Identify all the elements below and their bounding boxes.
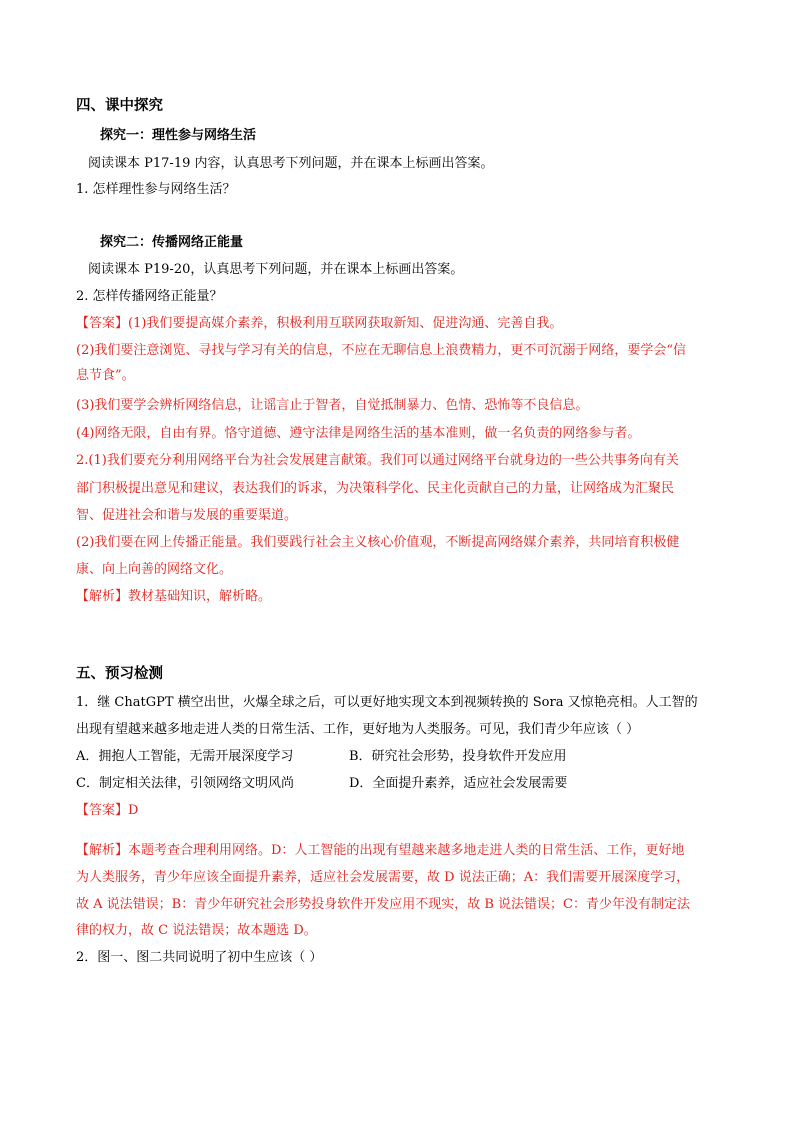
- section-heading-5: 五、预习检测: [76, 665, 163, 682]
- q1-option-c: C．制定相关法律，引领网络文明风尚: [76, 776, 294, 791]
- answer-line: (2)我们要在网上传播正能量。我们要践行社会主义核心价值观，不断提高网络媒介素养，共同培育积极健: [76, 535, 680, 550]
- q1-stem-line: 1．继 ChatGPT 横空出世，火爆全球之后，可以更好地实现文本到视频转换的 Sora 又惊艳亮相。人工智的: [76, 695, 698, 710]
- explore1-title: 探究一：理性参与网络生活: [100, 128, 257, 143]
- q1-analysis-line: 律的权力，故 C 说法错误；故本题选 D。: [76, 923, 317, 938]
- answer-line: 智、促进社会和谐与发展的重要渠道。: [76, 508, 298, 523]
- q1-analysis-line: 【解析】本题考查合理利用网络。D：人工智能的出现有望越来越多地走进人类的日常生活、工作，更好地: [76, 843, 685, 858]
- answer-line: 康、向上向善的网络文化。: [76, 562, 233, 577]
- section-heading-4: 四、课中探究: [76, 97, 163, 114]
- explore1-question: 1. 怎样理性参与网络生活？: [76, 182, 236, 197]
- answer-line: (3)我们要学会辨析网络信息，让谣言止于智者，自觉抵制暴力、色情、恐怖等不良信息。: [76, 398, 589, 413]
- q1-stem-line: 出现有望越来越多地走进人类的日常生活、工作，更好地为人类服务。可见，我们青少年应该（ ）: [76, 722, 640, 737]
- explore2-instruction: 阅读课本 P19-20，认真思考下列问题，并在课本上标画出答案。: [88, 262, 464, 277]
- explore2-question: 2. 怎样传播网络正能量？: [76, 289, 223, 304]
- answer-line: 部门积极提出意见和建议，表达我们的诉求，为决策科学化、民主化贡献自己的力量，让网络成为汇聚民: [76, 481, 675, 496]
- q2-stem: 2．图一、图二共同说明了初中生应该（ ）: [76, 950, 323, 965]
- answer-line: 息节食”。: [76, 368, 135, 383]
- answer-line: 2.(1)我们要充分利用网络平台为社会发展建言献策。我们可以通过网络平台就身边的一些公共事务向有关: [76, 453, 679, 468]
- explore1-instruction: 阅读课本 P17-19 内容，认真思考下列问题，并在课本上标画出答案。: [88, 156, 494, 171]
- q1-answer: 【答案】D: [76, 803, 139, 818]
- analysis-line: 【解析】教材基础知识，解析略。: [76, 589, 272, 604]
- answer-line: (2)我们要注意浏览、寻找与学习有关的信息，不应在无聊信息上浪费精力，更不可沉溺于网络，要学会“信: [76, 343, 687, 358]
- explore2-title: 探究二：传播网络正能量: [100, 235, 244, 250]
- q1-option-b: B．研究社会形势，投身软件开发应用: [349, 749, 567, 764]
- q1-option-d: D．全面提升素养，适应社会发展需要: [349, 776, 568, 791]
- answer-line: (4)网络无限，自由有界。恪守道德、遵守法律是网络生活的基本准则，做一名负责的网络参与者。: [76, 426, 641, 441]
- q1-analysis-line: 为人类服务，青少年应该全面提升素养，适应社会发展需要，故 D 说法正确；A：我们需要开展深度学习，: [76, 870, 690, 885]
- q1-option-a: A．拥抱人工智能，无需开展深度学习: [76, 749, 294, 764]
- q1-analysis-line: 故 A 说法错误；B：青少年研究社会形势投身软件开发应用不现实，故 B 说法错误；C：青少年没有制定法: [76, 897, 690, 912]
- answer-line: 【答案】(1)我们要提高媒介素养，积极利用互联网获取新知、促进沟通、完善自我。: [76, 316, 563, 331]
